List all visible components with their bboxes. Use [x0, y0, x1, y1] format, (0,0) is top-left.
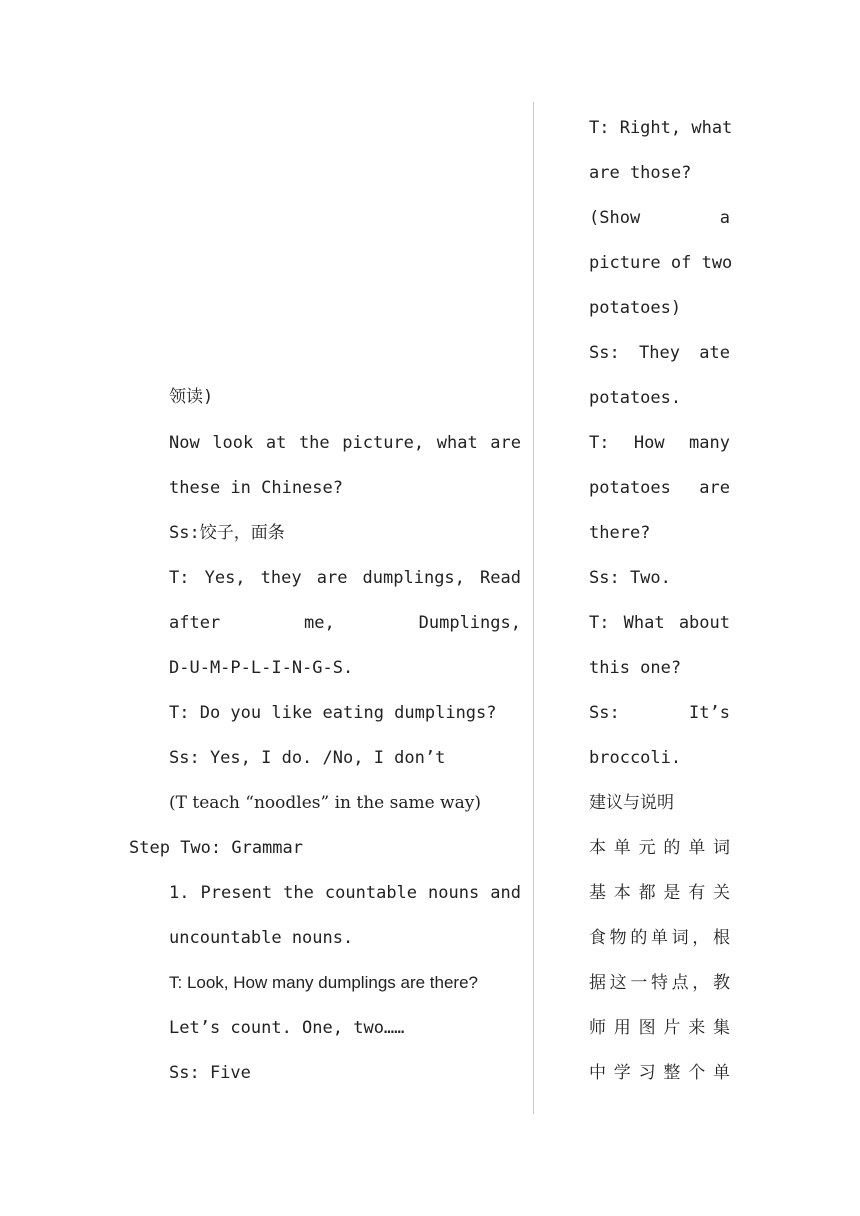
char: 基 — [589, 883, 606, 903]
word: what — [436, 433, 478, 453]
word: What — [623, 613, 665, 633]
char: 有 — [688, 883, 706, 903]
word: a — [719, 208, 730, 228]
text-line: T: Look, How many dumplings are there? — [169, 973, 478, 992]
word: about — [678, 613, 730, 633]
word: Yes, — [204, 568, 246, 588]
text-line-justified — [589, 473, 730, 503]
text-line: are those? — [589, 163, 692, 183]
notes-heading: 建议与说明 — [589, 793, 674, 813]
char: 图 — [638, 1018, 656, 1038]
char: 整 — [663, 1063, 681, 1083]
char: 是 — [663, 883, 681, 903]
word: dumplings, — [362, 568, 465, 588]
char: 物 — [609, 928, 627, 948]
char: 根 — [712, 928, 730, 948]
word: picture, — [342, 433, 425, 453]
word: me, — [304, 613, 335, 633]
text-line: Ss: Five — [169, 1063, 251, 1083]
text-line: D-U-M-P-L-I-N-G-S. — [169, 658, 354, 678]
char: 教 — [712, 973, 730, 993]
char: 单 — [613, 838, 631, 858]
text-line-justified — [589, 923, 730, 953]
word: Ss: — [589, 343, 620, 363]
char: ， — [692, 973, 710, 993]
text-line: T: Do you like eating dumplings? — [169, 703, 497, 723]
word: 1. — [169, 883, 190, 903]
word: many — [689, 433, 730, 453]
char: 词 — [712, 838, 730, 858]
word: at — [265, 433, 287, 453]
text-line-justified — [589, 1013, 730, 1043]
text-line: Ss:饺子，面条 — [169, 523, 285, 543]
char: 词 — [671, 928, 689, 948]
char: 的 — [630, 928, 648, 948]
char: 单 — [650, 928, 668, 948]
word: Dumplings, — [418, 613, 521, 633]
text-line: there? — [589, 523, 651, 543]
text-line: picture of two — [589, 253, 733, 273]
text-line-justified — [589, 203, 730, 233]
word: they — [260, 568, 302, 588]
word: nouns — [428, 883, 480, 903]
text-line-justified — [589, 878, 730, 908]
text-line: this one? — [589, 658, 682, 678]
text-line: these in Chinese? — [169, 478, 343, 498]
word: the — [298, 433, 330, 453]
text-line-justified — [169, 878, 521, 908]
word: (Show — [589, 208, 641, 228]
char: 个 — [688, 1063, 706, 1083]
char: 习 — [638, 1063, 656, 1083]
text-line: Let’s count. One, two…… — [169, 1018, 405, 1038]
char: 关 — [712, 883, 730, 903]
word: Now — [169, 433, 200, 453]
text-line-justified — [589, 833, 730, 863]
text-line-justified — [169, 428, 521, 458]
word: ate — [699, 343, 730, 363]
text-line-justified — [589, 1058, 730, 1088]
text-line: potatoes) — [589, 298, 682, 318]
word: T: — [589, 433, 610, 453]
word: and — [490, 883, 521, 903]
char: 用 — [613, 1018, 631, 1038]
char: 单 — [688, 838, 706, 858]
word: Read — [480, 568, 521, 588]
char: 学 — [613, 1063, 631, 1083]
char: 本 — [613, 883, 631, 903]
char: 单 — [712, 1063, 730, 1083]
char: 食 — [589, 928, 606, 948]
text-line-justified — [169, 563, 521, 593]
word: They — [639, 343, 680, 363]
word: Present — [200, 883, 273, 903]
word: after — [169, 613, 221, 633]
word: are — [490, 433, 521, 453]
text-line: potatoes. — [589, 388, 682, 408]
section-heading: Step Two: Grammar — [129, 838, 303, 858]
word: It’s — [689, 703, 730, 723]
word: T: — [169, 568, 190, 588]
char: 元 — [638, 838, 656, 858]
text-line-justified — [589, 338, 730, 368]
char: 都 — [638, 883, 656, 903]
word: How — [633, 433, 665, 453]
char: 特 — [650, 973, 668, 993]
text-line: uncountable nouns. — [169, 928, 354, 948]
word: Ss: — [589, 703, 620, 723]
word: potatoes — [589, 478, 671, 498]
word: countable — [324, 883, 418, 903]
word: are — [316, 568, 348, 588]
text-line-justified — [589, 608, 730, 638]
word: T: — [589, 613, 610, 633]
char: 点 — [671, 973, 689, 993]
text-line-justified — [169, 608, 521, 638]
char: ， — [692, 928, 710, 948]
text-line-justified — [589, 968, 730, 998]
text-line: Ss: Two. — [589, 568, 671, 588]
text-line-justified — [589, 698, 730, 728]
char: 片 — [663, 1018, 681, 1038]
text-line: Ss: Yes, I do. /No, I don’t — [169, 748, 446, 768]
word: look — [212, 433, 254, 453]
char: 的 — [663, 838, 681, 858]
text-line-justified — [589, 428, 730, 458]
column-divider — [533, 102, 534, 1114]
char: 来 — [688, 1018, 706, 1038]
char: 本 — [589, 838, 606, 858]
char: 这 — [609, 973, 627, 993]
char: 中 — [589, 1063, 606, 1083]
char: 一 — [630, 973, 648, 993]
text-line: 领读) — [169, 387, 214, 407]
text-line: T: Right, what — [589, 118, 733, 138]
text-line: (T teach “noodles” in the same way) — [169, 793, 481, 813]
word: are — [699, 478, 730, 498]
char: 据 — [589, 973, 606, 993]
text-line: broccoli. — [589, 748, 682, 768]
word: the — [283, 883, 314, 903]
char: 师 — [589, 1018, 606, 1038]
char: 集 — [712, 1018, 730, 1038]
